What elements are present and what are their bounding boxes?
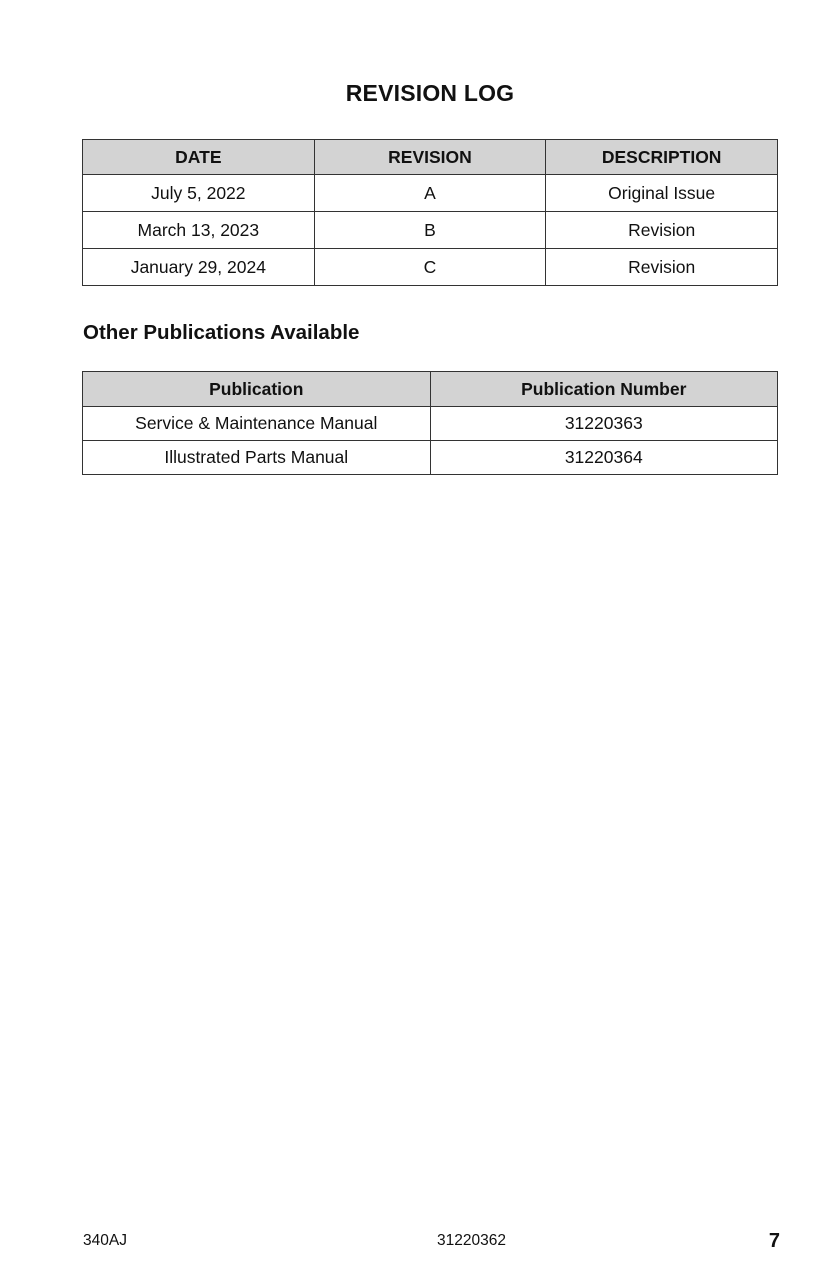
table-header-row bbox=[83, 372, 778, 407]
table-row bbox=[83, 441, 778, 475]
revision-description-cell: Revision bbox=[546, 212, 778, 249]
revision-letter-cell: A bbox=[314, 175, 546, 212]
publication-number-cell: 31220364 bbox=[430, 441, 778, 475]
column-header-publication-number: Publication Number bbox=[430, 372, 778, 407]
revision-date-cell: July 5, 2022 bbox=[83, 175, 315, 212]
footer-model: 340AJ bbox=[83, 1232, 127, 1249]
publication-name-cell: Service & Maintenance Manual bbox=[83, 407, 431, 441]
page-number: 7 bbox=[768, 1230, 780, 1252]
revision-letter-cell: C bbox=[314, 249, 546, 286]
table-header-row bbox=[83, 140, 778, 175]
revision-log-table bbox=[82, 139, 778, 286]
revision-letter-cell: B bbox=[314, 212, 546, 249]
column-header-publication: Publication bbox=[83, 372, 431, 407]
table-row bbox=[83, 249, 778, 286]
footer-document-number: 31220362 bbox=[437, 1232, 506, 1249]
publication-name-cell: Illustrated Parts Manual bbox=[83, 441, 431, 475]
publication-number-cell: 31220363 bbox=[430, 407, 778, 441]
table-row bbox=[83, 407, 778, 441]
revision-date-cell: March 13, 2023 bbox=[83, 212, 315, 249]
column-header-date: DATE bbox=[83, 140, 315, 175]
table-row bbox=[83, 212, 778, 249]
revision-description-cell: Original Issue bbox=[546, 175, 778, 212]
section-heading: Other Publications Available bbox=[83, 321, 360, 344]
revision-date-cell: January 29, 2024 bbox=[83, 249, 315, 286]
publications-table bbox=[82, 371, 778, 475]
page-title: REVISION LOG bbox=[345, 80, 515, 106]
column-header-revision: REVISION bbox=[314, 140, 546, 175]
column-header-description: DESCRIPTION bbox=[546, 140, 778, 175]
table-row bbox=[83, 175, 778, 212]
revision-description-cell: Revision bbox=[546, 249, 778, 286]
